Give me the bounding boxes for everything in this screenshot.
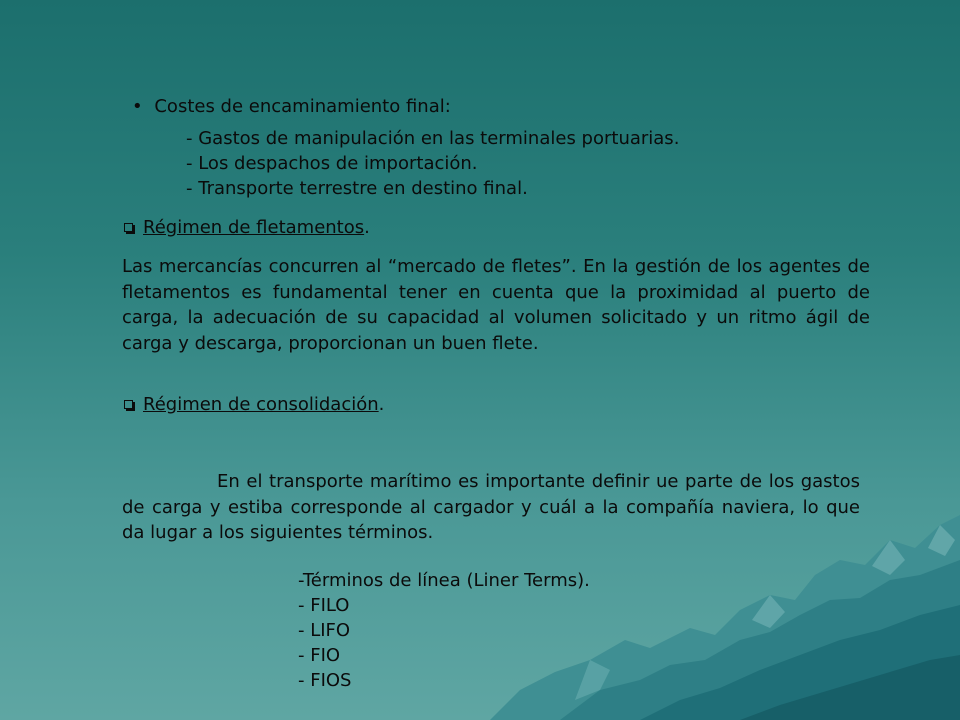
bullet-text: Costes de encaminamiento final: <box>154 96 451 117</box>
title-suffix: . <box>364 217 370 238</box>
title-suffix: . <box>378 394 385 415</box>
bullet-marker: • <box>132 96 143 117</box>
term-item: - LIFO <box>298 620 351 641</box>
term-item: - FILO <box>298 595 350 616</box>
sub-item: - Transporte terrestre en destino final. <box>186 178 528 199</box>
term-item: - FIO <box>298 645 341 666</box>
section-heading <box>124 215 370 240</box>
section-title: Régimen de fletamentos <box>143 217 365 238</box>
terms-heading: -Términos de línea (Liner Terms). <box>298 570 590 591</box>
section-paragraph: Las mercancías concurren al “mercado de fletes”. En la gestión de los agentes de fletamentos es fundamental tener en cuenta que la proximidad al puerto de carga, la adecuación de su capacidad al volumen solicitado y un ritmo ágil de carga y descarga, proporcionan un buen flete. <box>122 256 870 354</box>
section-title: Régimen de consolidación <box>143 394 379 415</box>
section-paragraph: En el transporte marítimo es importante definir ue parte de los gastos de carga y estiba corresponde al cargador y cuál a la compañía naviera, lo que da lugar a los siguientes términos. <box>122 471 860 543</box>
term-item: - FIOS <box>298 670 352 691</box>
section-heading <box>124 392 384 417</box>
checkbox-square-icon <box>124 400 133 409</box>
sub-item: - Gastos de manipulación en las terminales portuarias. <box>186 128 680 149</box>
checkbox-square-icon <box>124 223 133 232</box>
bullet-item <box>132 94 451 119</box>
sub-item: - Los despachos de importación. <box>186 153 478 174</box>
